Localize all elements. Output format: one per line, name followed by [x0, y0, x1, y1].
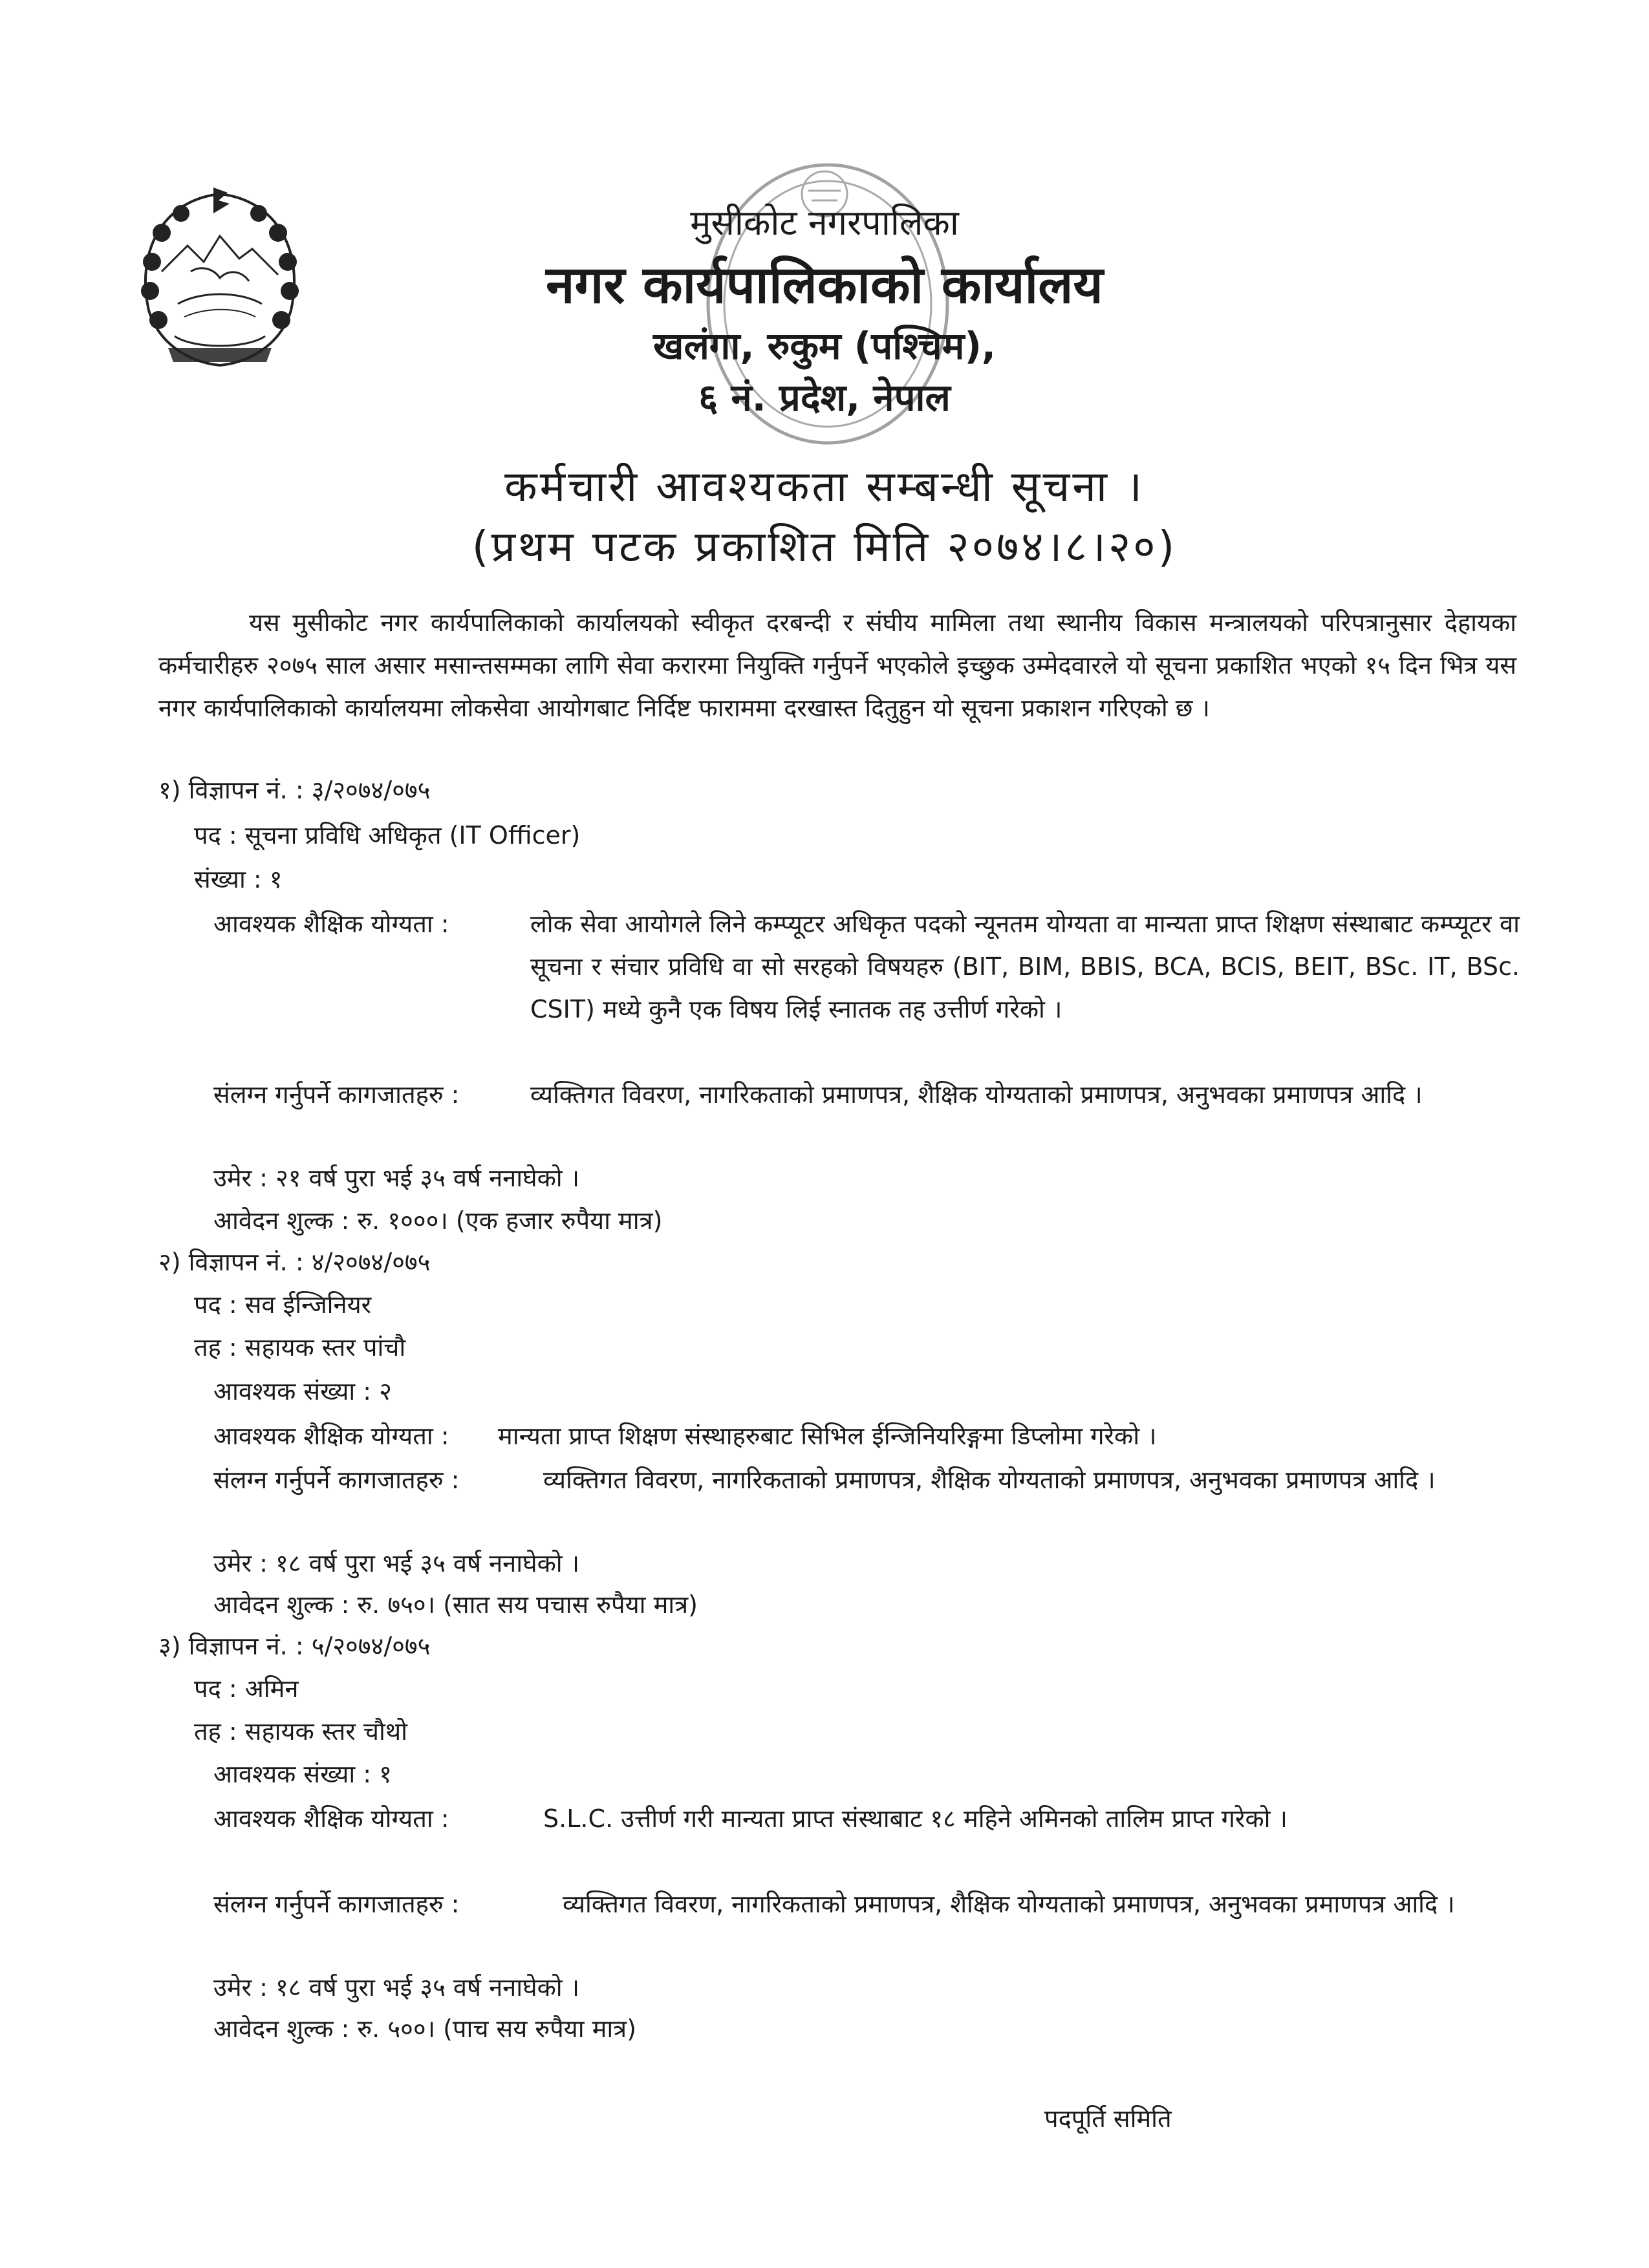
vacancy-3-level: तह : सहायक स्तर चौथो — [194, 1717, 407, 1746]
vacancy-2-fee: आवेदन शुल्क : रु. ७५०। (सात सय पचास रुपैया मात्र) — [213, 1590, 698, 1619]
vacancy-2-ad-no: २) विज्ञापन नं. : ४/२०७४/०७५ — [158, 1248, 431, 1276]
vacancy-3-count: आवश्यक संख्या : १ — [213, 1760, 392, 1788]
notice-intro: यस मुसीकोट नगर कार्यपालिकाको कार्यालयको स्वीकृत दरबन्दी र संघीय मामिला तथा स्थानीय विकास मन्त्रालयको परिपत्रानुसार देहायका कर्मचारीहरु २०७५ साल असार मसान्तसम्मका लागि सेवा करारमा नियुक्ति गर्नुपर्ने भएकोले इच्छुक उम्मेदवारले यो सूचना प्रकाशित भएको १५ दिन भित्र यस नगर कार्यपालिकाको कार्यालयमा लोकसेवा आयोगबाट निर्दिष्ट फाराममा दरखास्त दितुहुन यो सूचना प्रकाशन गरिएको छ । — [158, 608, 1516, 722]
qualification-text: लोक सेवा आयोगले लिने कम्प्यूटर अधिकृत पदको न्यूनतम योग्यता वा मान्यता प्राप्त शिक्षण संस्थाबाट कम्प्यूटर वा सूचना र संचार प्रविधि वा सो सरहको विषयहरु (BIT, BIM, BBIS, BCA, BCIS, BEIT, BSc. IT, BSc. CSIT) मध्ये कुनै एक विषय लिई स्नातक तह उत्तीर्ण गरेको । — [530, 910, 1520, 1023]
vacancy-3-qualification — [213, 1797, 1520, 1840]
vacancy-3-post: पद : अमिन — [194, 1674, 299, 1703]
vacancy-2-level: तह : सहायक स्तर पांचौ — [194, 1333, 406, 1362]
vacancy-1-age: उमेर : २१ वर्ष पुरा भई ३५ वर्ष ननाघेको । — [213, 1164, 580, 1192]
notice-title: कर्मचारी आवश्यकता सम्बन्धी सूचना । — [504, 462, 1145, 511]
vacancy-3-documents — [213, 1883, 1520, 1925]
vacancy-1-post: पद : सूचना प्रविधि अधिकृत (IT Officer) — [194, 821, 581, 850]
vacancy-1-count: संख्या : १ — [194, 865, 283, 893]
signature-committee: पदपूर्ति समिति — [1044, 2104, 1172, 2133]
documents-text: व्यक्तिगत विवरण, नागरिकताको प्रमाणपत्र, शैक्षिक योग्यताको प्रमाणपत्र, अनुभवका प्रमाणपत्र आदि । — [543, 1466, 1436, 1494]
vacancy-2-post: पद : सव ईन्जिनियर — [194, 1290, 372, 1319]
vacancy-3-age: उमेर : १८ वर्ष पुरा भई ३५ वर्ष ननाघेको । — [213, 1973, 580, 2002]
vacancy-1-documents — [213, 1073, 1520, 1116]
vacancy-1-fee: आवेदन शुल्क : रु. १०००। (एक हजार रुपैया मात्र) — [213, 1206, 663, 1235]
vacancy-2-count: आवश्यक संख्या : २ — [213, 1377, 392, 1406]
qualification-label: आवश्यक शैक्षिक योग्यता : — [213, 1422, 449, 1450]
qualification-text: मान्यता प्राप्त शिक्षण संस्थाहरुबाट सिभिल ईन्जिनियरिङ्गमा डिप्लोमा गरेको । — [498, 1422, 1157, 1450]
vacancy-3-fee: आवेदन शुल्क : रु. ५००। (पाच सय रुपैया मात्र) — [213, 2015, 636, 2043]
vacancy-3-ad-no: ३) विज्ञापन नं. : ५/२०७४/०७५ — [158, 1632, 431, 1660]
vacancy-1-qualification — [213, 903, 1520, 1031]
qualification-label: आवश्यक शैक्षिक योग्यता : — [213, 910, 449, 938]
documents-label: संलग्न गर्नुपर्ने कागजातहरु : — [213, 1080, 460, 1109]
vacancy-1-ad-no: १) विज्ञापन नं. : ३/२०७४/०७५ — [158, 776, 431, 804]
municipality-name: मुसीकोट नगरपालिका — [690, 202, 959, 243]
office-name: नगर कार्यपालिकाको कार्यालय — [546, 255, 1103, 315]
documents-text: व्यक्तिगत विवरण, नागरिकताको प्रमाणपत्र, शैक्षिक योग्यताको प्रमाणपत्र, अनुभवका प्रमाणपत्र आदि । — [530, 1080, 1423, 1109]
vacancy-2-documents — [213, 1459, 1520, 1501]
documents-text: व्यक्तिगत विवरण, नागरिकताको प्रमाणपत्र, शैक्षिक योग्यताको प्रमाणपत्र, अनुभवका प्रमाणपत्र आदि । — [563, 1890, 1455, 1918]
notice-subtitle: (प्रथम पटक प्रकाशित मिति २०७४।८।२०) — [471, 522, 1178, 572]
qualification-label: आवश्यक शैक्षिक योग्यता : — [213, 1804, 449, 1833]
address-line-2: ६ नं. प्रदेश, नेपाल — [698, 376, 951, 420]
documents-label: संलग्न गर्नुपर्ने कागजातहरु : — [213, 1466, 460, 1494]
vacancy-2-qualification — [213, 1415, 1520, 1457]
documents-label: संलग्न गर्नुपर्ने कागजातहरु : — [213, 1890, 460, 1918]
address-line-1: खलंगा, रुकुम (पश्चिम), — [653, 324, 996, 368]
vacancy-2-age: उमेर : १८ वर्ष पुरा भई ३५ वर्ष ननाघेको । — [213, 1549, 580, 1578]
qualification-text: S.L.C. उत्तीर्ण गरी मान्यता प्राप्त संस्थाबाट १८ महिने अमिनको तालिम प्राप्त गरेको । — [543, 1804, 1288, 1833]
